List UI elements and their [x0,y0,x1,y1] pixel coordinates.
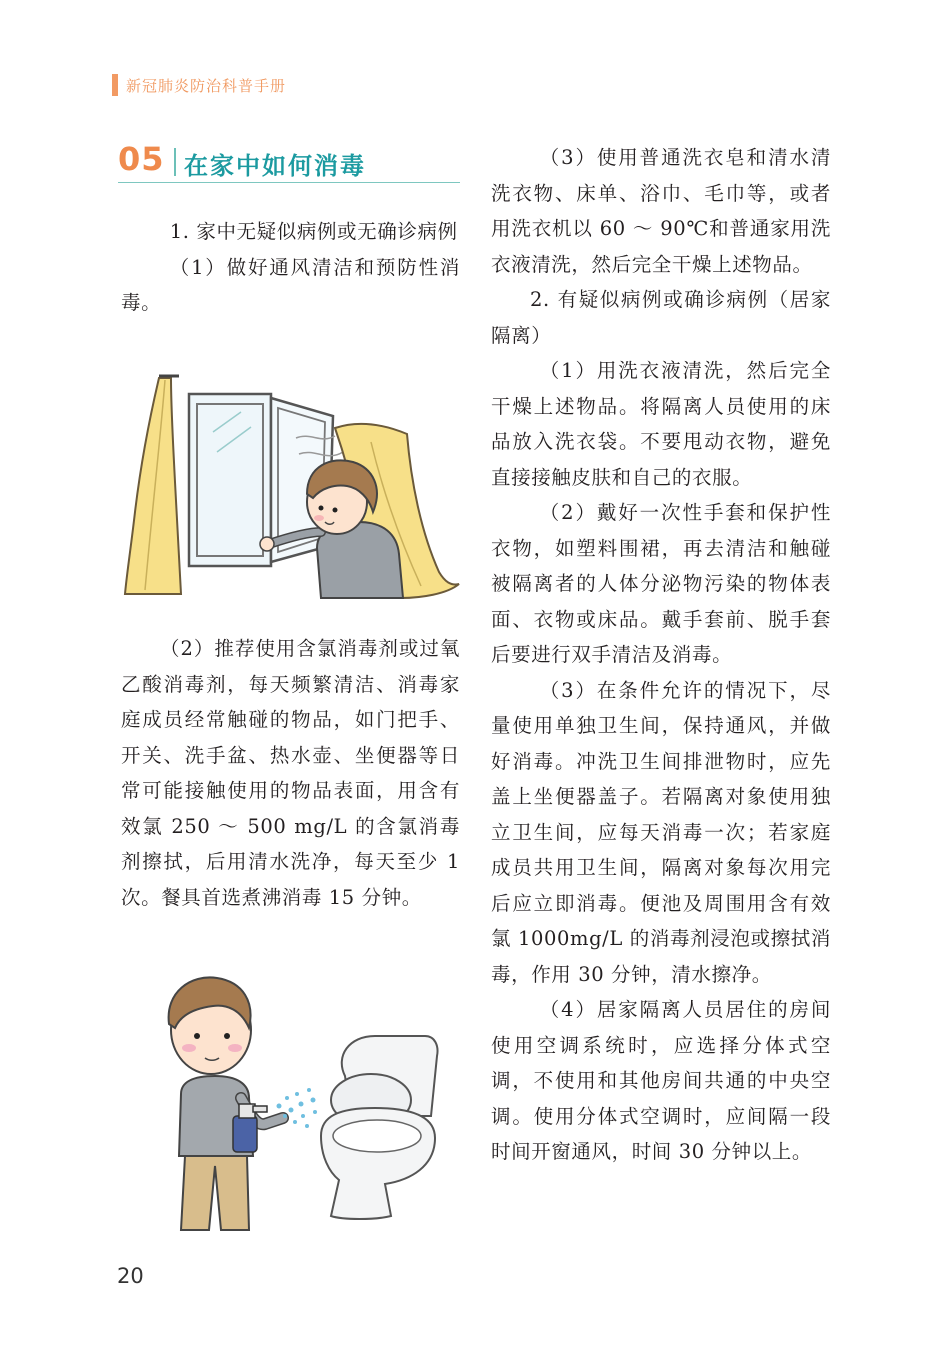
right-column [491,140,831,1170]
section-title: 在家中如何消毒 [184,152,366,180]
paragraph: （4）居家隔离人员居住的房间使用空调系统时，应选择分体式空调，不使用和其他房间共通的中央空调。使用分体式空调时，应间隔一段时间开窗通风，时间 30 分钟以上。 [491,998,831,1163]
paragraph: （3）在条件允许的情况下，尽量使用单独卫生间，保持通风，并做好消毒。冲洗卫生间排泄物时，应先盖上坐便器盖子。若隔离对象使用独立卫生间，应每天消毒一次；若家庭成员共用卫生间，隔离对象每次用完后应立即消毒。便池及周围用含有效氯 1000mg/L 的消毒剂浸泡或擦拭消毒，作用 30 分钟，清水擦净。 [491,678,831,986]
window-ventilation-illustration [121,372,461,604]
header-accent-bar [112,74,118,96]
section-number: 05 [118,140,165,178]
page-number: 20 [117,1264,144,1288]
paragraph: （1）做好通风清洁和预防性消毒。 [121,255,460,314]
paragraph: 2. 有疑似病例或确诊病例（居家隔离） [491,288,831,347]
paragraph: （3）使用普通洗衣皂和清水清洗衣物、床单、浴巾、毛巾等，或者用洗衣机以 60 ～ 90℃和普通家用洗衣液清洗，然后完全干燥上述物品。 [491,146,831,276]
left-column-top [121,214,460,321]
left-column-middle [121,631,460,915]
section-heading [118,140,460,183]
left-curtain [125,378,181,594]
section-divider [174,148,176,176]
running-header [112,74,286,96]
paragraph: （1）用洗衣液清洗，然后完全干燥上述物品。将隔离人员使用的床品放入洗衣袋。不要甩动衣物，避免直接接触皮肤和自己的衣服。 [491,359,831,489]
paragraph: 1. 家中无疑似病例或无确诊病例 [169,220,458,243]
spray-bottle-icon [233,1116,257,1152]
book-title: 新冠肺炎防治科普手册 [126,76,287,95]
person-trousers [181,1156,249,1230]
paragraph: （2）推荐使用含氯消毒剂或过氧乙酸消毒剂，每天频繁清洁、消毒家庭成员经常触碰的物品，如门把手、开关、洗手盆、热水壶、坐便器等日常可能接触使用的物品表面，用含有效氯 250 ～ 500 mg/L 的含氯消毒剂擦拭，后用清水洗净，每天至少 1 次。餐具首选煮沸消毒 15 分钟。 [121,637,460,909]
toilet-disinfection-illustration [135,966,445,1234]
paragraph: （2）戴好一次性手套和保护性衣物，如塑料围裙，再去清洁和触碰被隔离者的人体分泌物污染的物体表面、衣物或床品。戴手套前、脱手套后要进行双手清洁及消毒。 [491,501,831,666]
